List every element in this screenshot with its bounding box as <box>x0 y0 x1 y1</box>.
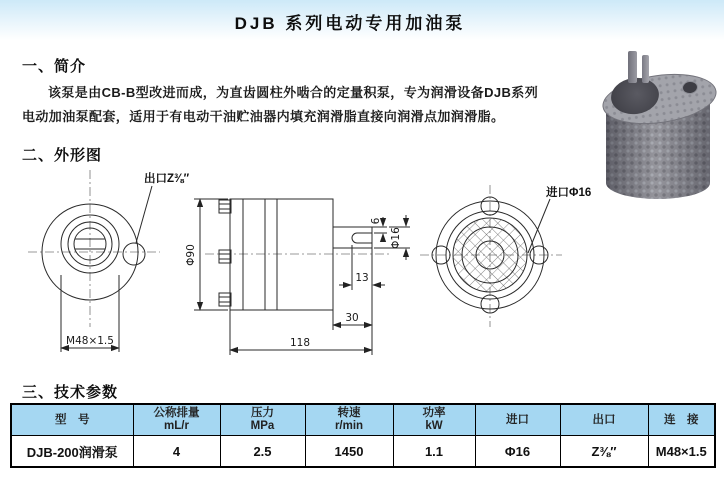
dim-m48: M48×1.5 <box>66 335 114 347</box>
col-header-pressure: 压力 MPa <box>220 404 305 436</box>
cell-displacement: 4 <box>133 436 220 468</box>
table-data-row <box>11 436 715 468</box>
cell-connection: M48×1.5 <box>648 436 715 468</box>
dim-118: 118 <box>289 337 311 349</box>
outline-drawing <box>0 155 724 378</box>
dim-phi90: Φ90 <box>185 244 197 266</box>
table-header-row <box>11 404 715 436</box>
section-intro-heading: 一、简介 <box>22 58 87 75</box>
col-header-inlet: 进口 <box>475 404 560 436</box>
intro-line-2: 电动加油泵配套，适用于有电动干油贮油器内填充润滑脂直接向润滑点加润滑脂。 <box>22 109 505 124</box>
cell-power: 1.1 <box>393 436 475 468</box>
front-view <box>28 170 190 352</box>
dim-6: 6 <box>370 217 382 225</box>
cell-speed: 1450 <box>305 436 393 468</box>
dim-13: 13 <box>355 272 369 284</box>
col-header-power: 功率 kW <box>393 404 475 436</box>
section-outline-heading: 二、外形图 <box>22 147 103 164</box>
pump-shaft-key-2 <box>642 55 649 83</box>
pump-shaft-key <box>628 51 637 83</box>
cell-model: DJB-200润滑泵 <box>11 436 133 468</box>
rear-view <box>420 185 591 327</box>
intro-line-1: 该泵是由CB-B型改进而成，为直齿圆柱外啮合的定量积泵，专为润滑设备DJB系列 <box>48 85 539 100</box>
inlet-label: 进口Φ16 <box>546 187 592 199</box>
dim-phi16: Φ16 <box>390 227 402 249</box>
cell-inlet: Φ16 <box>475 436 560 468</box>
params-table <box>10 403 716 468</box>
cell-outlet: Z⅜″ <box>560 436 648 468</box>
col-header-outlet: 出口 <box>560 404 648 436</box>
dim-30: 30 <box>345 312 359 324</box>
page-title: DJB 系列电动专用加油泵 <box>234 14 466 33</box>
section-params-heading: 三、技术参数 <box>22 384 119 401</box>
col-header-displacement: 公称排量 mL/r <box>133 404 220 436</box>
cell-pressure: 2.5 <box>220 436 305 468</box>
side-view <box>185 199 410 355</box>
outlet-label: 出口Z⅜″ <box>144 173 190 185</box>
col-header-connection: 连 接 <box>648 404 715 436</box>
col-header-model: 型 号 <box>11 404 133 436</box>
col-header-speed: 转速 r/min <box>305 404 393 436</box>
